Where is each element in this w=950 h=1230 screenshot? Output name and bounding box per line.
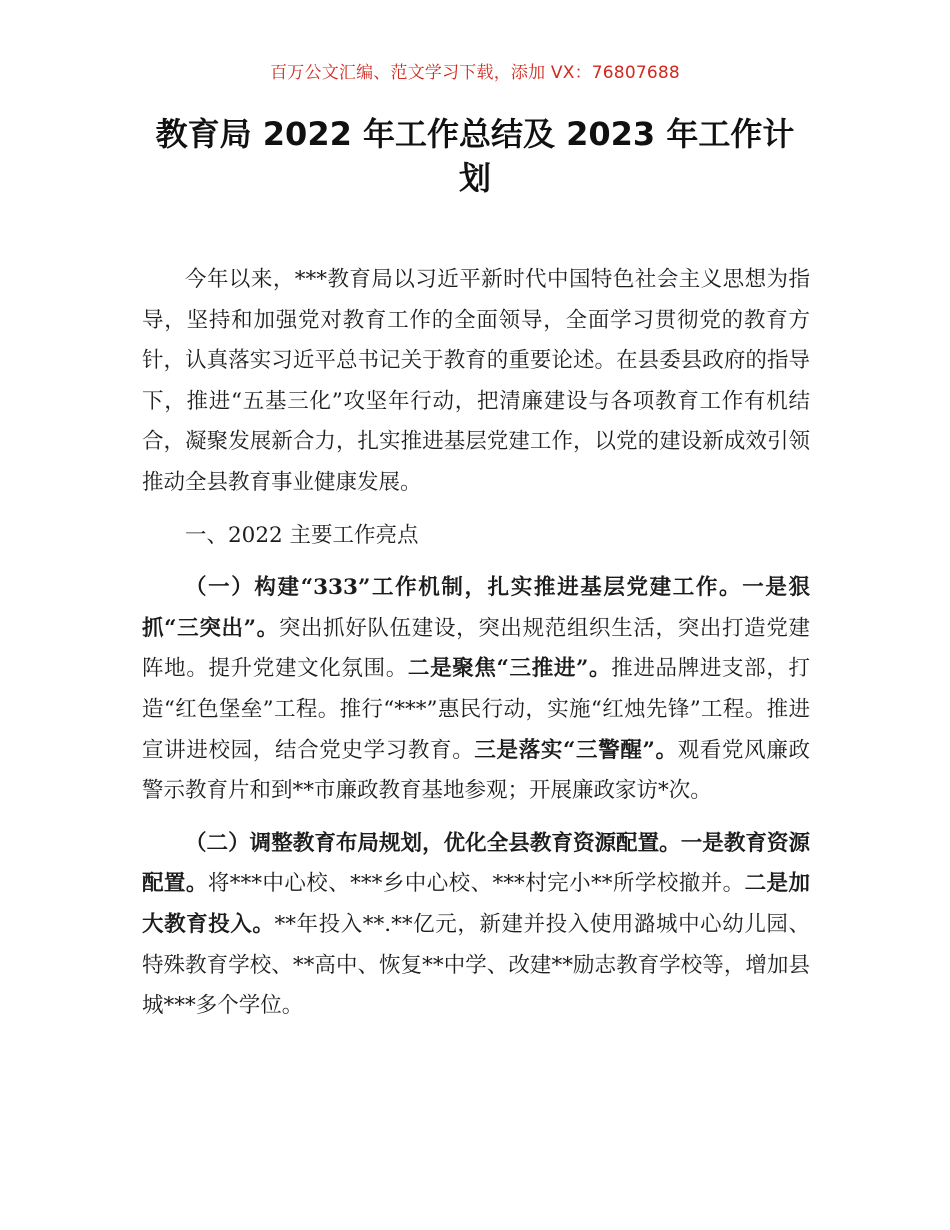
item-heading: （二）调整教育布局规划，优化全县教育资源配置。 [185,830,681,856]
item-paragraph-2 [142,824,810,1027]
item-paragraph-1 [142,568,810,812]
point-text: 推进品牌进支部，打造“红色堡垒”工程。推行“***”惠民行动，实施“红烛先锋”工程。推进宣讲进校园，结合党史学习教育。 [142,656,810,763]
document-body [142,260,810,1027]
point-label: 一是狠抓“三突出”。 [142,575,810,641]
point-label: 三是落实“三警醒”。 [474,737,678,763]
point-text: 将***中心校、***乡中心校、***村完小**所学校撤并。 [207,871,745,897]
document-title: 教育局 2022 年工作总结及 2023 年工作计划 [155,115,795,197]
watermark-banner: 百万公文汇编、范文学习下载，添加 VX：76807688 [270,63,680,83]
point-text: 观看党风廉政警示教育片和到**市廉政教育基地参观；开展廉政家访*次。 [142,737,810,804]
section-heading: 一、2022 主要工作亮点 [185,522,419,548]
point-label: 一是教育资源配置。 [142,830,810,897]
point-label: 二是聚焦“三推进”。 [407,656,612,682]
item-heading: （一）构建“333”工作机制，扎实推进基层党建工作。 [185,575,743,601]
point-text: **年投入**.**亿元，新建并投入使用潞城中心幼儿园、特殊教育学校、**高中、恢复**中学、改建**励志教育学校等，增加县城***多个学位。 [142,911,810,1019]
intro-paragraph: 今年以来，***教育局以习近平新时代中国特色社会主义思想为指导，坚持和加强党对教育工作的全面领导，全面学习贯彻党的教育方针，认真落实习近平总书记关于教育的重要论述。在县委县政府的指导下，推进“五基三化”攻坚年行动，把清廉建设与各项教育工作有机结合，凝聚发展新合力，扎实推进基层党建工作，以党的建设新成效引领推动全县教育事业健康发展。 [142,267,810,495]
point-label: 二是加大教育投入。 [142,871,810,937]
point-text: 突出抓好队伍建设，突出规范组织生活，突出打造党建阵地。提升党建文化氛围。 [142,615,810,682]
